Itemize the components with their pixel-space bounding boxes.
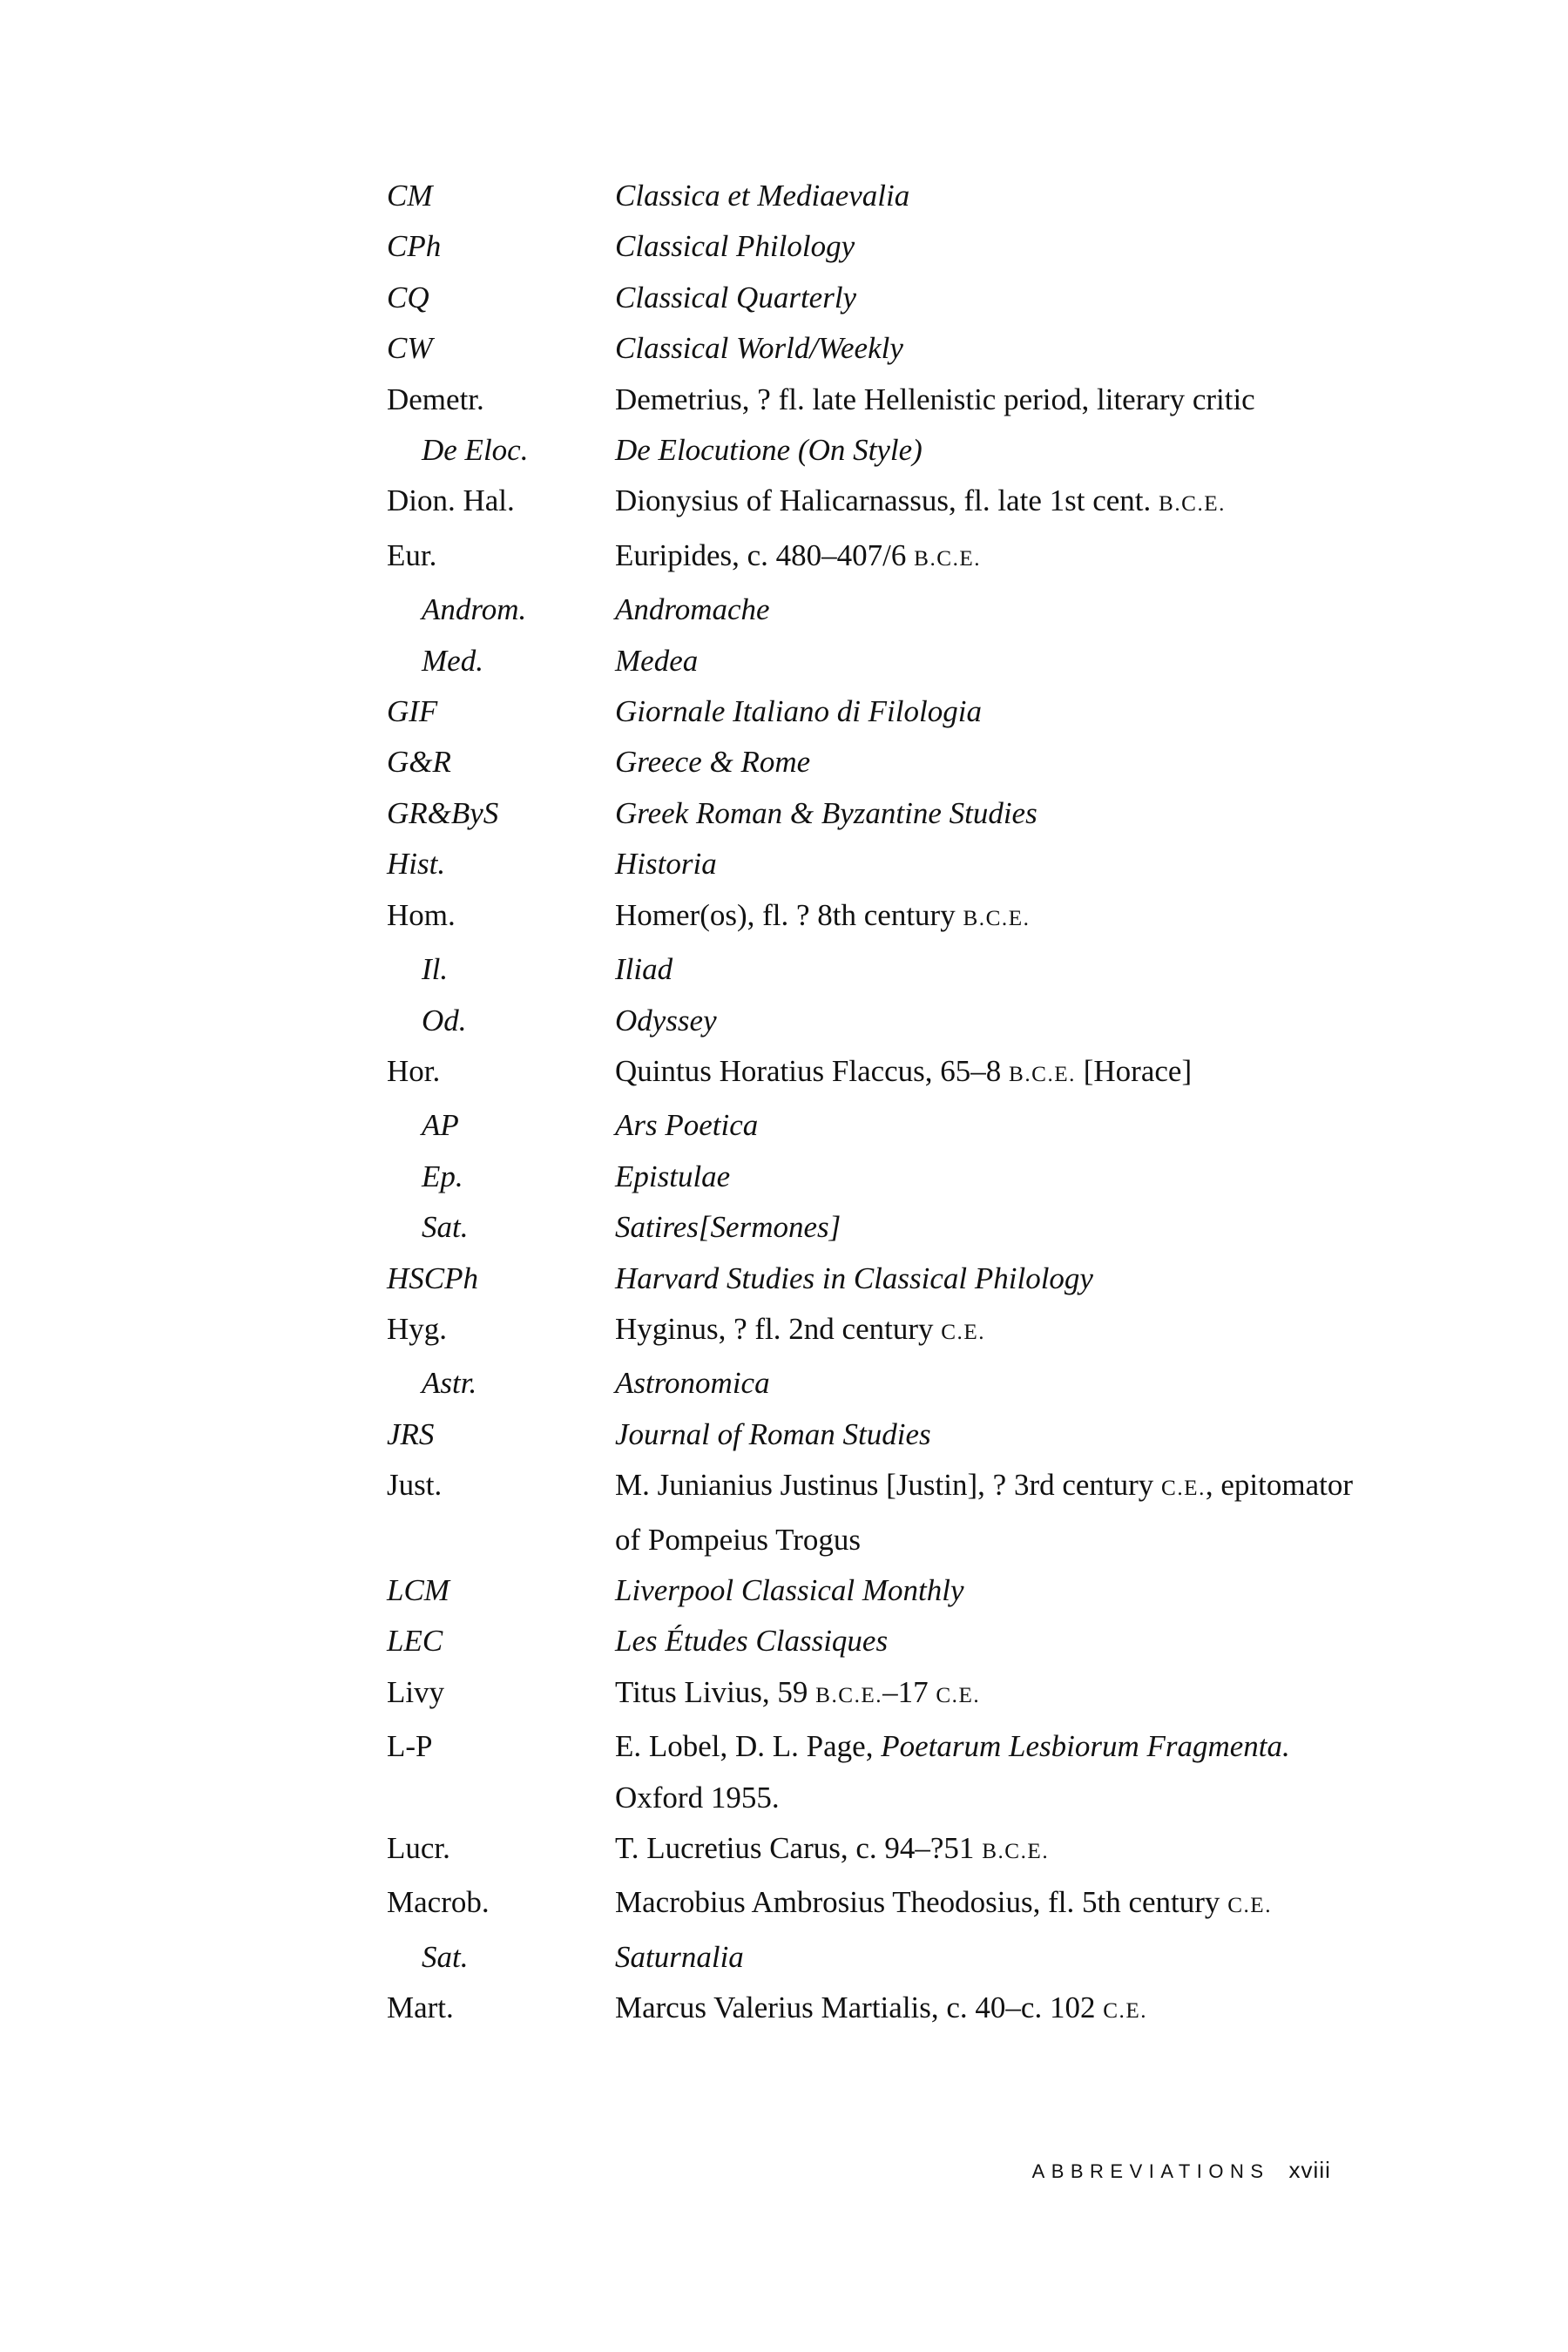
- abbreviation-entry: [387, 476, 1354, 530]
- abbreviation: Sat.: [422, 1939, 469, 1974]
- abbreviation-entry: [387, 788, 1354, 839]
- abbreviation: L-P: [387, 1729, 433, 1764]
- abbreviation-entry: [387, 1721, 1354, 1823]
- abbreviation-entry: [387, 1565, 1354, 1616]
- expansion: [615, 788, 1354, 839]
- abbreviation-entry: [387, 944, 1354, 995]
- abbreviation: CQ: [387, 280, 429, 314]
- abbreviation: Hor.: [387, 1053, 441, 1088]
- expansion-text: Saturnalia: [615, 1939, 744, 1974]
- expansion-text: Classical World/Weekly: [615, 331, 903, 366]
- expansion-text: Satires[Sermones]: [615, 1210, 841, 1245]
- expansion: [615, 476, 1354, 530]
- expansion-text: , epitomator of Pompeius Trogus: [615, 1468, 1353, 1557]
- expansion: [615, 636, 1354, 686]
- abbreviation-entry: [387, 636, 1354, 686]
- expansion-text: Medea: [615, 643, 699, 678]
- expansion-text: Dionysius of Halicarnassus, fl. late 1st cent.: [615, 483, 1159, 518]
- abbreviation: Med.: [422, 643, 483, 678]
- abbreviation-entry: [387, 1667, 1354, 1721]
- abbreviation-entry: [387, 839, 1354, 889]
- abbreviation-entry: [387, 1152, 1354, 1202]
- abbreviation: Ep.: [422, 1159, 463, 1193]
- expansion-text: Hyginus, ? fl. 2nd century: [615, 1311, 942, 1346]
- expansion-text: Les Études Classiques: [615, 1624, 889, 1659]
- expansion: [615, 1202, 1354, 1253]
- abbreviation: Livy: [387, 1674, 445, 1709]
- expansion-text: Classica et Mediaevalia: [615, 179, 910, 213]
- expansion: [615, 171, 1354, 221]
- abbreviation: AP: [422, 1108, 459, 1143]
- expansion-text: De Elocutione (On Style): [615, 433, 923, 468]
- expansion-text: Classical Quarterly: [615, 280, 857, 314]
- expansion-text: –17: [882, 1674, 936, 1709]
- abbreviation: Dion. Hal.: [387, 483, 515, 518]
- expansion-text: Macrobius Ambrosius Theodosius, fl. 5th century: [615, 1885, 1228, 1920]
- abbreviation-entry: [387, 686, 1354, 737]
- expansion: [615, 1152, 1354, 1202]
- expansion-text: B.C.E.: [963, 906, 1031, 930]
- abbreviation-entry: [387, 1304, 1354, 1358]
- expansion-text: Epistulae: [615, 1159, 731, 1193]
- abbreviation-entry: [387, 221, 1354, 272]
- expansion: [615, 890, 1354, 944]
- abbreviation-entry: [387, 585, 1354, 635]
- expansion: [615, 996, 1354, 1046]
- abbreviation: Demetr.: [387, 382, 484, 416]
- expansion: [615, 944, 1354, 995]
- abbreviation: Hom.: [387, 897, 456, 932]
- expansion-text: Oxford 1955.: [615, 1780, 780, 1815]
- expansion-text: B.C.E.: [815, 1683, 883, 1707]
- expansion-text: Poetarum Lesbiorum Fragmenta.: [881, 1729, 1290, 1764]
- expansion-text: M. Junianius Justinus [Justin], ? 3rd century: [615, 1468, 1162, 1503]
- expansion-text: Odyssey: [615, 1003, 717, 1037]
- expansion: [615, 323, 1354, 374]
- expansion: [615, 531, 1354, 585]
- abbreviation-entry: [387, 737, 1354, 787]
- abbreviation-entry: [387, 323, 1354, 374]
- expansion: [615, 1616, 1354, 1666]
- abbreviation-entry: [387, 273, 1354, 323]
- abbreviation: Sat.: [422, 1210, 469, 1245]
- expansion-text: C.E.: [1103, 1999, 1148, 2024]
- expansion-text: [Horace]: [1076, 1053, 1193, 1088]
- abbreviation-entry: [387, 1409, 1354, 1460]
- expansion-text: Journal of Roman Studies: [615, 1416, 931, 1451]
- expansion-text: Demetrius, ? fl. late Hellenistic period, literary critic: [615, 382, 1255, 416]
- expansion-text: B.C.E.: [1159, 492, 1226, 517]
- expansion-text: Euripides, c. 480–407/6: [615, 537, 915, 572]
- abbreviation-entry: [387, 1823, 1354, 1877]
- running-head: ABBREVIATIONS: [1031, 2160, 1270, 2182]
- expansion: [615, 1254, 1354, 1304]
- expansion: [615, 737, 1354, 787]
- abbreviation: Androm.: [422, 592, 527, 627]
- expansion: [615, 1304, 1354, 1358]
- abbreviation: Il.: [422, 952, 449, 987]
- abbreviation: GIF: [387, 694, 438, 729]
- abbreviation-entry: [387, 890, 1354, 944]
- abbreviation: Hist.: [387, 847, 446, 882]
- expansion-text: Classical Philology: [615, 229, 855, 264]
- expansion: [615, 1823, 1354, 1877]
- expansion: [615, 1358, 1354, 1409]
- abbreviation-entry: [387, 1460, 1354, 1565]
- abbreviation: G&R: [387, 745, 451, 780]
- expansion-text: Historia: [615, 847, 717, 882]
- expansion: [615, 375, 1354, 425]
- abbreviation-entry: [387, 1877, 1354, 1931]
- abbreviation: Macrob.: [387, 1885, 490, 1920]
- abbreviation: CW: [387, 331, 433, 366]
- abbreviation-entry: [387, 1100, 1354, 1151]
- expansion: [615, 1983, 1354, 2037]
- expansion-text: C.E.: [941, 1320, 986, 1344]
- expansion-text: Iliad: [615, 952, 673, 987]
- expansion-text: Greek Roman & Byzantine Studies: [615, 795, 1037, 830]
- expansion: [615, 1046, 1354, 1100]
- page-number: xviii: [1288, 2157, 1331, 2183]
- expansion-text: Giornale Italiano di Filologia: [615, 694, 982, 729]
- abbreviation-entry: [387, 171, 1354, 221]
- abbreviation-entry: [387, 531, 1354, 585]
- expansion-text: Andromache: [615, 592, 770, 627]
- expansion-text: Greece & Rome: [615, 745, 811, 780]
- abbreviation-entry: [387, 1616, 1354, 1666]
- abbreviation-entry: [387, 1358, 1354, 1409]
- expansion-text: Marcus Valerius Martialis, c. 40–c. 102: [615, 1990, 1104, 2025]
- abbreviation: Eur.: [387, 537, 437, 572]
- abbreviation: HSCPh: [387, 1260, 478, 1295]
- expansion-text: Titus Livius, 59: [615, 1674, 816, 1709]
- expansion-text: Homer(os), fl. ? 8th century: [615, 897, 963, 932]
- abbreviation: CM: [387, 179, 433, 213]
- abbreviation: CPh: [387, 229, 442, 264]
- expansion-text: C.E.: [1227, 1894, 1273, 1918]
- abbreviation: Od.: [422, 1003, 467, 1037]
- abbreviation: Astr.: [422, 1366, 477, 1401]
- expansion: [615, 1877, 1354, 1931]
- abbreviation: Mart.: [387, 1990, 454, 2025]
- expansion-text: B.C.E.: [982, 1840, 1050, 1863]
- abbreviation-entry: [387, 375, 1354, 425]
- expansion: [615, 1667, 1354, 1721]
- expansion-text: C.E.: [936, 1683, 981, 1707]
- expansion: [615, 1100, 1354, 1151]
- expansion: [615, 585, 1354, 635]
- expansion: [615, 1460, 1354, 1565]
- expansion-text: Ars Poetica: [615, 1108, 759, 1143]
- page-footer: [1032, 2157, 1331, 2184]
- expansion: [615, 686, 1354, 737]
- expansion-text: C.E.: [1161, 1477, 1206, 1501]
- expansion-text: Harvard Studies in Classical Philology: [615, 1260, 1093, 1295]
- abbreviation: JRS: [387, 1416, 435, 1451]
- abbreviation-entry: [387, 1046, 1354, 1100]
- expansion: [615, 1721, 1354, 1823]
- expansion-text: Liverpool Classical Monthly: [615, 1572, 964, 1607]
- abbreviation-entry: [387, 1254, 1354, 1304]
- expansion-text: B.C.E.: [1009, 1062, 1076, 1086]
- abbreviations-list: [387, 171, 1354, 2038]
- abbreviation: Lucr.: [387, 1831, 450, 1865]
- expansion: [615, 1409, 1354, 1460]
- expansion: [615, 1565, 1354, 1616]
- abbreviation-entry: [387, 1202, 1354, 1253]
- expansion-text: Quintus Horatius Flaccus, 65–8: [615, 1053, 1010, 1088]
- expansion: [615, 839, 1354, 889]
- abbreviation: GR&ByS: [387, 795, 499, 830]
- expansion: [615, 221, 1354, 272]
- expansion-text: B.C.E.: [914, 546, 982, 571]
- expansion-text: E. Lobel, D. L. Page,: [615, 1729, 882, 1764]
- expansion: [615, 1932, 1354, 1983]
- expansion: [615, 273, 1354, 323]
- abbreviation-entry: [387, 996, 1354, 1046]
- abbreviation: Just.: [387, 1468, 443, 1503]
- abbreviation: LCM: [387, 1572, 449, 1607]
- abbreviation-entry: [387, 1983, 1354, 2037]
- expansion: [615, 425, 1354, 476]
- expansion-text: Astronomica: [615, 1366, 770, 1401]
- abbreviation: De Eloc.: [422, 433, 529, 468]
- abbreviation: LEC: [387, 1624, 443, 1659]
- expansion-text: T. Lucretius Carus, c. 94–?51: [615, 1831, 983, 1865]
- abbreviation: Hyg.: [387, 1311, 448, 1346]
- abbreviation-entry: [387, 425, 1354, 476]
- abbreviation-entry: [387, 1932, 1354, 1983]
